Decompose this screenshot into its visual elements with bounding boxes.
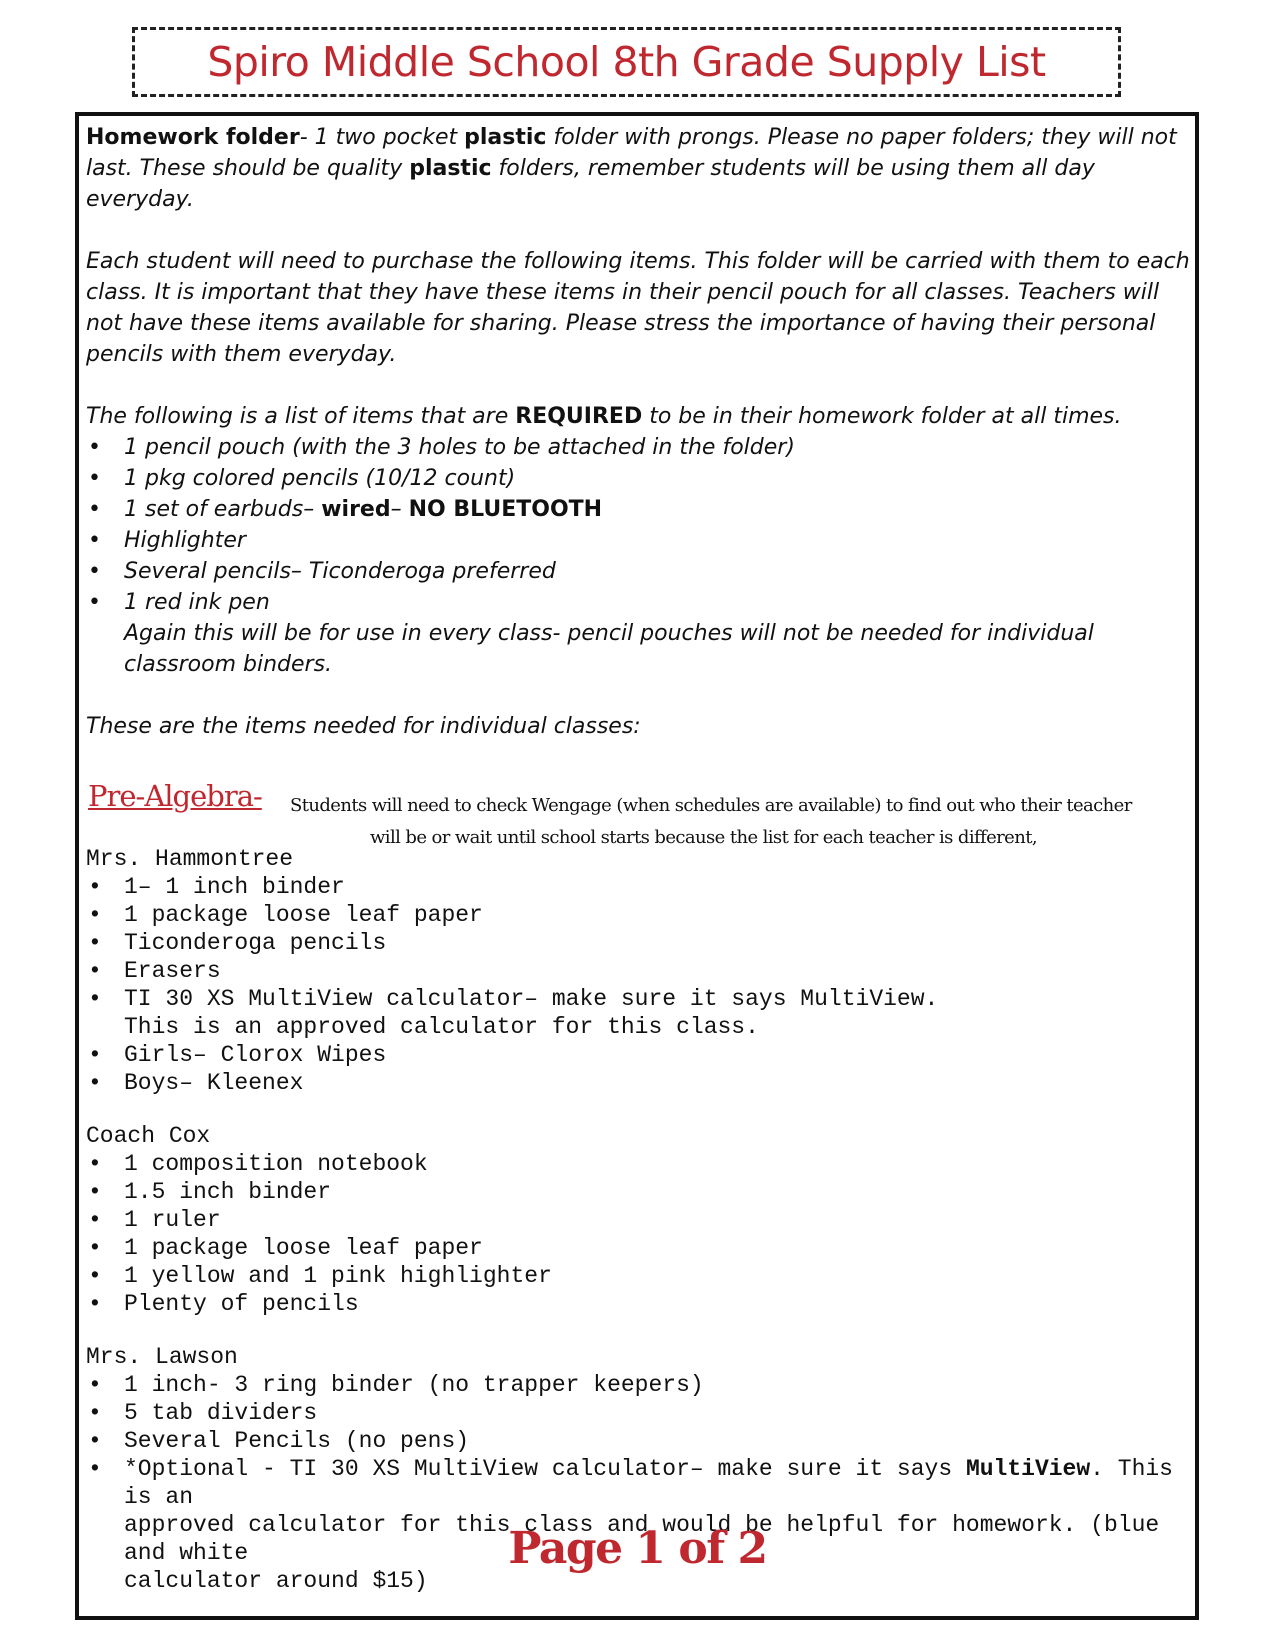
list-item: • *Optional - TI 30 XS MultiView calculator– make sure it says MultiView. This is an xyxy=(86,1455,1190,1511)
optional-note-line3: calculator around $15) xyxy=(124,1568,428,1594)
list-item: • Boys– Kleenex xyxy=(86,1069,1190,1097)
required-intro: The following is a list of items that are REQUIRED to be in their homework folder at all times. xyxy=(86,404,1122,429)
homework-folder-paragraph: Homework folder- 1 two pocket plastic folder with prongs. Please no paper folders; they will not last. These should be quality plastic folders, remember students will be using them all day everyday. xyxy=(86,125,1177,212)
list-item: • 1 package loose leaf paper xyxy=(86,901,1190,929)
list-item: • 1 red ink pen xyxy=(86,587,1190,618)
list-item: • 1 composition notebook xyxy=(86,1150,1190,1178)
calculator-note: This is an approved calculator for this class. xyxy=(124,1014,759,1040)
purchase-paragraph: Each student will need to purchase the following items. This folder will be carried with them to each class. It is important that they have these items in their pencil pouch for all classes. Teachers will not have these items available for sharing. Please stress the importance of having their personal pencils with them everyday. xyxy=(86,249,1190,367)
supply-list-content xyxy=(86,122,1190,1595)
teacher-name-cox: Coach Cox xyxy=(86,1123,211,1149)
list-item: • 1 package loose leaf paper xyxy=(86,1234,1190,1262)
list-item: • 1– 1 inch binder xyxy=(86,873,1190,901)
homework-folder-label: Homework folder xyxy=(86,125,300,150)
page-indicator: Page 1 of 2 xyxy=(508,1523,767,1574)
list-item: • 1 pkg colored pencils (10/12 count) xyxy=(86,463,1190,494)
pre-algebra-heading: Pre-Algebra- xyxy=(88,779,262,813)
list-item: • 1.5 inch binder xyxy=(86,1178,1190,1206)
list-item: • 1 pencil pouch (with the 3 holes to be attached in the folder) xyxy=(86,432,1190,463)
list-item: • 5 tab dividers xyxy=(86,1399,1190,1427)
folder-items-list xyxy=(86,432,1190,618)
list-item: • TI 30 XS MultiView calculator– make sure it says MultiView. xyxy=(86,985,1190,1013)
list-item: • Highlighter xyxy=(86,525,1190,556)
optional-note-line2: approved calculator for this class and would be helpful for homework. (blue and white xyxy=(124,1512,1160,1566)
pre-algebra-note: Students will need to check Wengage (when schedules are available) to find out who their teacher will be or wait until school starts because the list for each teacher is different, xyxy=(290,795,1132,848)
list-item: • Ticonderoga pencils xyxy=(86,929,1190,957)
list-item: • 1 yellow and 1 pink highlighter xyxy=(86,1262,1190,1290)
individual-classes-intro: These are the items needed for individual classes: xyxy=(86,714,641,739)
teacher-name-hammontree: Mrs. Hammontree xyxy=(86,846,294,872)
lawson-list xyxy=(86,1371,1190,1511)
list-item: • Erasers xyxy=(86,957,1190,985)
page-title: Spiro Middle School 8th Grade Supply List xyxy=(207,38,1046,86)
pre-algebra-section xyxy=(86,773,1190,848)
list-item: • Girls– Clorox Wipes xyxy=(86,1041,1190,1069)
list-item: • 1 set of earbuds– wired– NO BLUETOOTH xyxy=(86,494,1190,525)
list-item: • Several Pencils (no pens) xyxy=(86,1427,1190,1455)
hammontree-list-continued xyxy=(86,1041,1190,1097)
cox-list xyxy=(86,1150,1190,1318)
list-item: • 1 inch- 3 ring binder (no trapper keepers) xyxy=(86,1371,1190,1399)
title-banner xyxy=(132,27,1121,97)
list-item: • Plenty of pencils xyxy=(86,1290,1190,1318)
list-item: • Several pencils– Ticonderoga preferred xyxy=(86,556,1190,587)
list-item: • 1 ruler xyxy=(86,1206,1190,1234)
again-note: Again this will be for use in every class- pencil pouches will not be needed for individual classroom binders. xyxy=(124,621,1094,677)
teacher-name-lawson: Mrs. Lawson xyxy=(86,1344,238,1370)
hammontree-list xyxy=(86,873,1190,1013)
